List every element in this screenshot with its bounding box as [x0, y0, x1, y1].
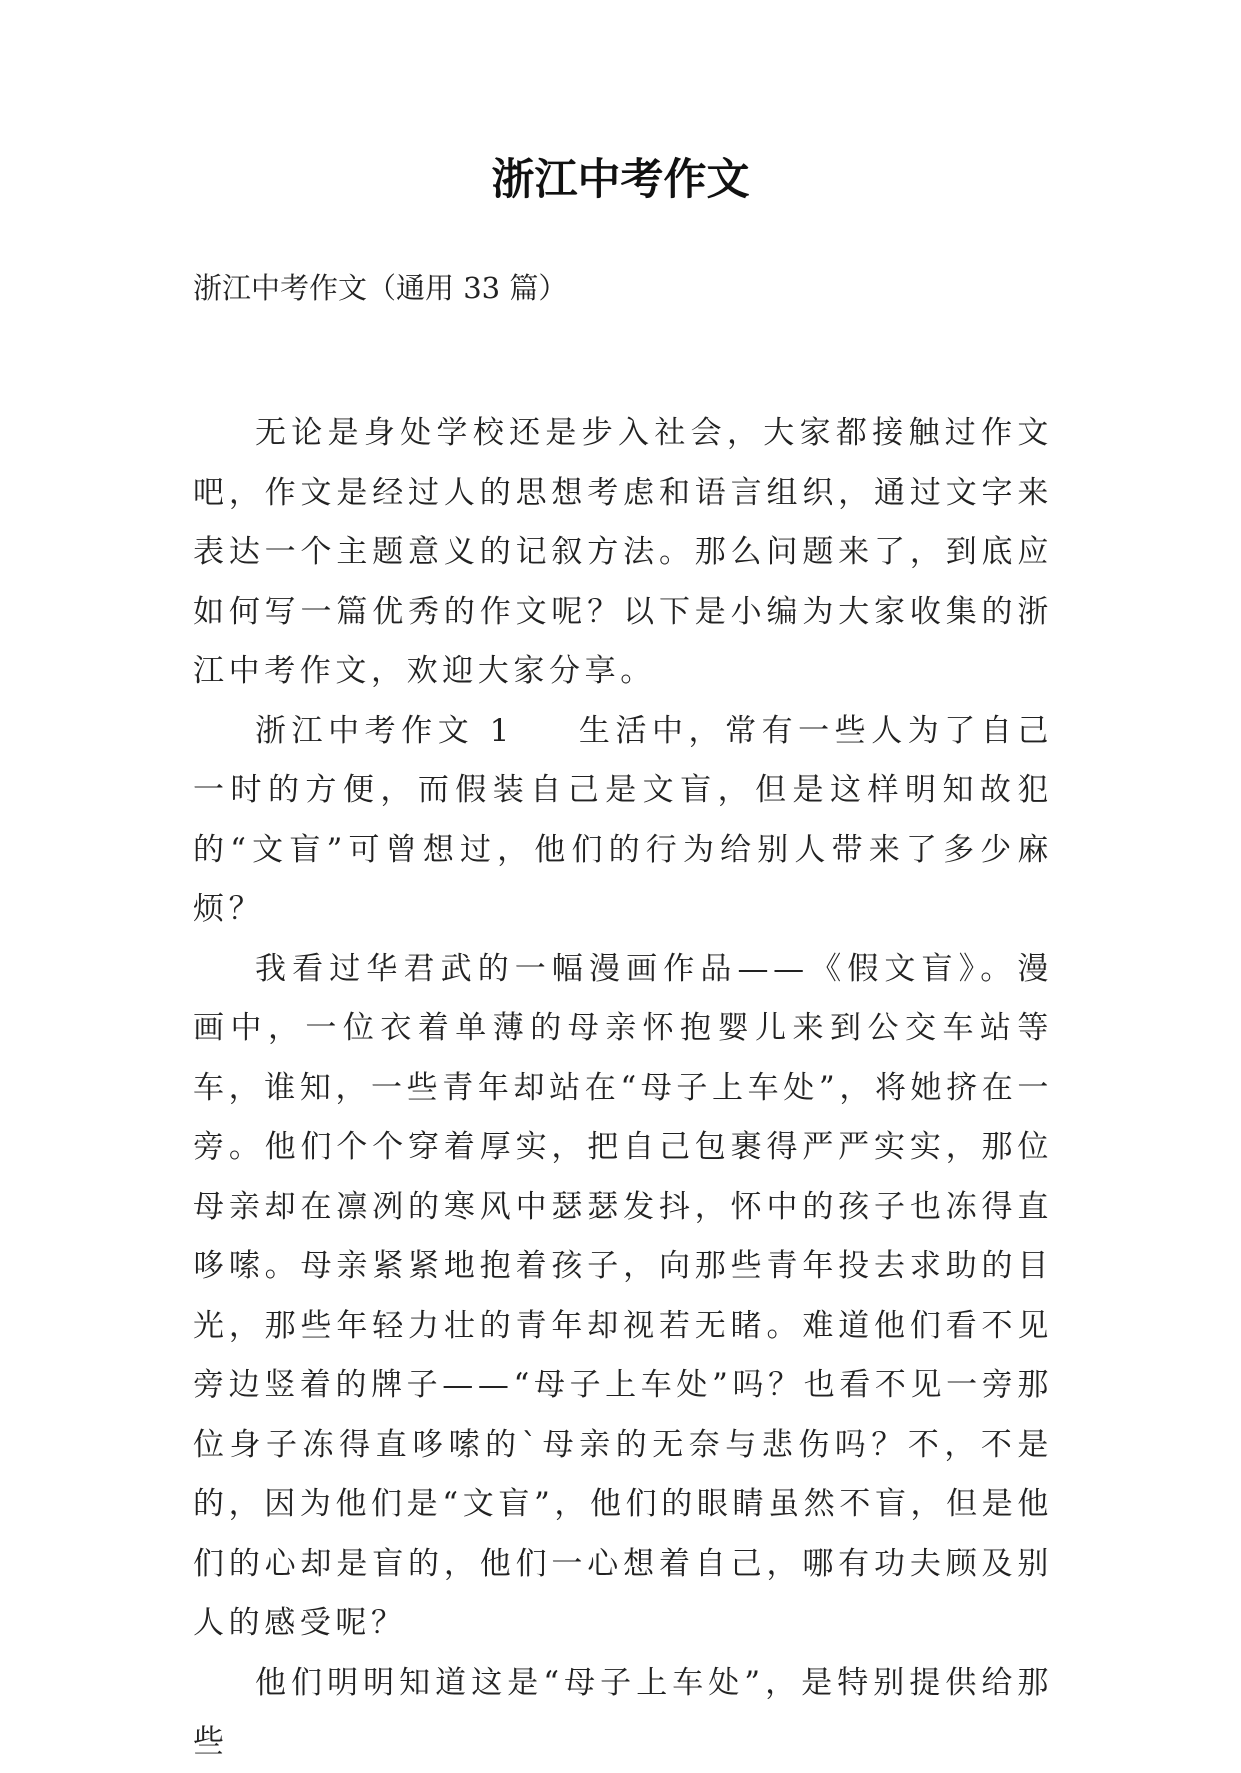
essay-paragraph-3: 他们明明知道这是“母子上车处”，是特别提供给那些	[193, 1664, 1053, 1760]
essay-paragraph-1-text: 生活中，常有一些人为了自己一时的方便，而假装自己是文盲，但是这样明知故犯的“文盲”可曾想过，他们的行为给别人带来了多少麻烦？	[193, 712, 1053, 927]
document-subtitle: 浙江中考作文（通用 33 篇）	[193, 271, 568, 305]
document-title: 浙江中考作文	[491, 155, 750, 205]
intro-paragraph: 无论是身处学校还是步入社会，大家都接触过作文吧，作文是经过人的思想考虑和语言组织，通过文字来表达一个主题意义的记叙方法。那么问题来了，到底应如何写一篇优秀的作文呢？以下是小编为大家收集的浙江中考作文，欢迎大家分享。	[193, 415, 1053, 689]
essay-paragraph-1	[193, 702, 1053, 940]
essay-heading: 浙江中考作文 1	[255, 712, 514, 749]
document-body	[193, 404, 1053, 1773]
essay-paragraph-2: 我看过华君武的一幅漫画作品——《假文盲》。漫画中，一位衣着单薄的母亲怀抱婴儿来到公交车站等车，谁知，一些青年却站在“母子上车处”，将她挤在一旁。他们个个穿着厚实，把自己包裹得严严实实，那位母亲却在凛冽的寒风中瑟瑟发抖，怀中的孩子也冻得直哆嗦。母亲紧紧地抱着孩子，向那些青年投去求助的目光，那些年轻力壮的青年却视若无睹。难道他们看不见旁边竖着的牌子——“母子上车处”吗？也看不见一旁那位身子冻得直哆嗦的`母亲的无奈与悲伤吗？不，不是的，因为他们是“文盲”，他们的眼睛虽然不盲，但是他们的心却是盲的，他们一心想着自己，哪有功夫顾及别人的感受呢？	[193, 950, 1053, 1641]
